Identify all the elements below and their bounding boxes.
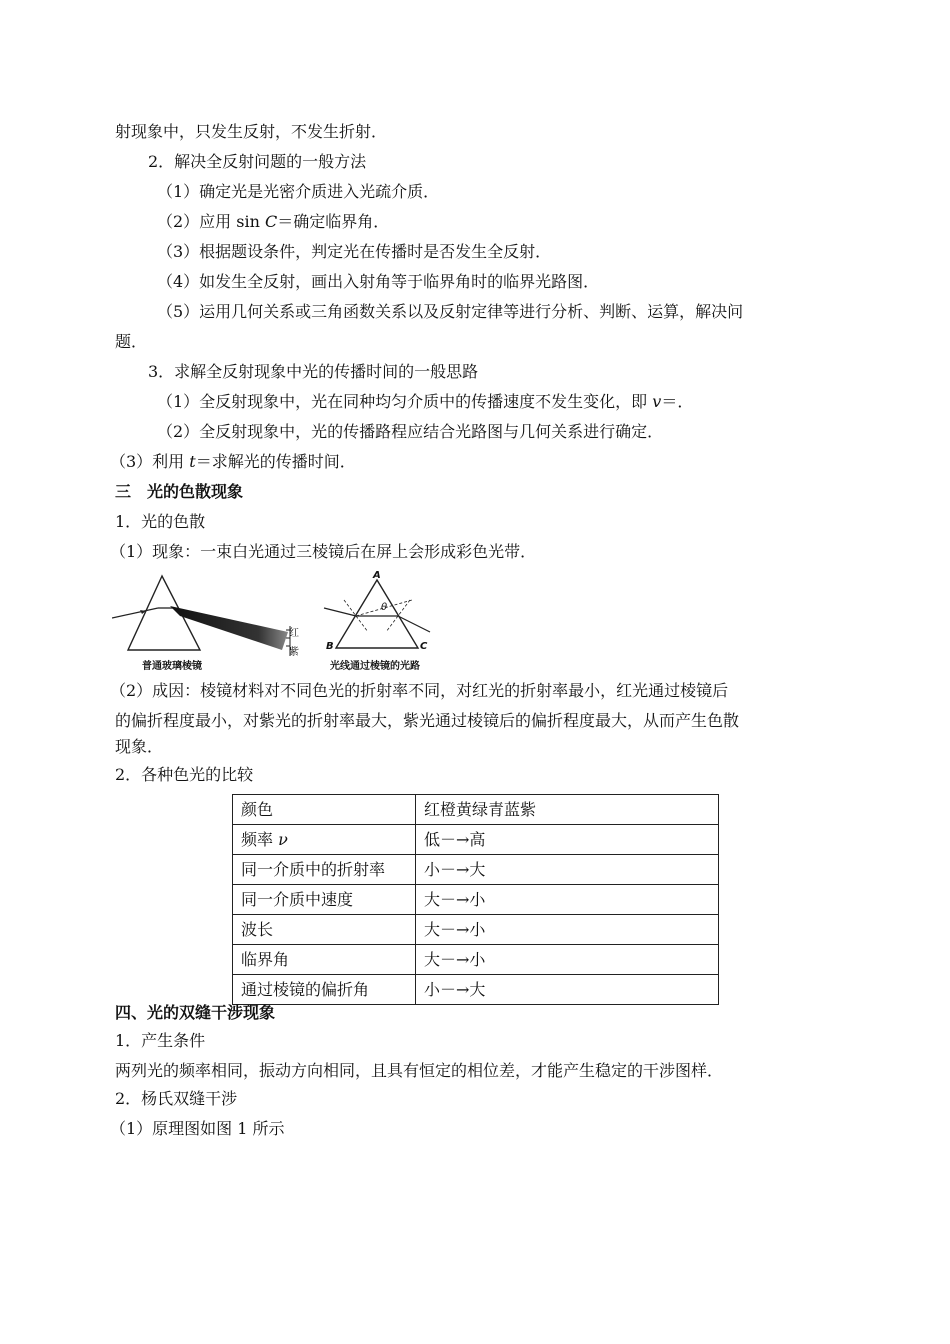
section2-step5-line2: 题． bbox=[115, 332, 148, 351]
dispersion-sub1: 1．光的色散 bbox=[115, 512, 206, 531]
table-cell-label: 临界角 bbox=[233, 945, 416, 975]
table-cell-label: 颜色 bbox=[233, 795, 416, 825]
dispersion-cause-line2: 的偏折程度最小，对紫光的折射率最大，紫光通过棱镜后的偏折程度最大，从而产生色散 bbox=[115, 711, 740, 730]
table-cell-label: 频率 ν bbox=[233, 825, 416, 855]
dispersion-cause-line3: 现象． bbox=[115, 737, 164, 756]
interference-heading: 四、光的双缝干涉现象 bbox=[115, 1003, 276, 1022]
table-cell-value: 大－→小 bbox=[416, 915, 719, 945]
section3-item2: （2）全反射现象中，光的传播路程应结合光路图与几何关系进行确定． bbox=[157, 422, 664, 441]
vertex-c-label: C bbox=[420, 641, 428, 652]
table-row bbox=[233, 825, 719, 855]
interference-sub1: 1．产生条件 bbox=[115, 1031, 206, 1050]
table-cell-value: 小－→大 bbox=[416, 855, 719, 885]
vertex-a-label: A bbox=[373, 570, 381, 581]
section3-item1: （1）全反射现象中，光在同种均匀介质中的传播速度不发生变化，即 v＝． bbox=[157, 392, 694, 411]
vertex-b-label: B bbox=[326, 641, 334, 652]
table-row bbox=[233, 885, 719, 915]
table-cell-value: 大－→小 bbox=[416, 945, 719, 975]
paragraph-tail: 射现象中，只发生反射，不发生折射． bbox=[115, 122, 388, 141]
prism-figure bbox=[112, 570, 442, 670]
table-cell-label: 同一介质中速度 bbox=[233, 885, 416, 915]
section2-step3: （3）根据题设条件，判定光在传播时是否发生全反射． bbox=[157, 242, 552, 261]
interference-sub2: 2．杨氏双缝干涉 bbox=[115, 1089, 238, 1108]
violet-label: 紫 bbox=[289, 647, 299, 658]
table-row bbox=[233, 945, 719, 975]
table-row bbox=[233, 975, 719, 1005]
table-row bbox=[233, 915, 719, 945]
section2-step4: （4）如发生全反射，画出入射角等于临界角时的临界光路图． bbox=[157, 272, 600, 291]
interference-condition: 两列光的频率相同，振动方向相同，且具有恒定的相位差，才能产生稳定的干涉图样． bbox=[115, 1061, 724, 1080]
dispersion-cause-line1: （2）成因：棱镜材料对不同色光的折射率不同，对红光的折射率最小，红光通过棱镜后 bbox=[110, 681, 729, 700]
left-figure-caption: 普通玻璃棱镜 bbox=[142, 661, 202, 672]
table-cell-value: 小－→大 bbox=[416, 975, 719, 1005]
dispersion-phenomenon: （1）现象：一束白光通过三棱镜后在屏上会形成彩色光带． bbox=[110, 542, 537, 561]
table-row bbox=[233, 855, 719, 885]
table-cell-value: 低－→高 bbox=[416, 825, 719, 855]
table-cell-label: 同一介质中的折射率 bbox=[233, 855, 416, 885]
angle-label: θ bbox=[381, 602, 388, 613]
section2-step5-line1: （5）运用几何关系或三角函数关系以及反射定律等进行分析、判断、运算，解决问 bbox=[157, 302, 744, 321]
section2-step2: （2）应用 sin C＝确定临界角． bbox=[157, 212, 390, 231]
section3-heading: 3．求解全反射现象中光的传播时间的一般思路 bbox=[148, 362, 479, 381]
dispersed-light-band bbox=[170, 606, 288, 650]
section2-step1: （1）确定光是光密介质进入光疏介质． bbox=[157, 182, 440, 201]
table-cell-label: 波长 bbox=[233, 915, 416, 945]
table-cell-value: 大－→小 bbox=[416, 885, 719, 915]
table-row bbox=[233, 795, 719, 825]
interference-principle: （1）原理图如图 1 所示 bbox=[110, 1119, 285, 1138]
table-cell-value: 红橙黄绿青蓝紫 bbox=[416, 795, 719, 825]
red-label: 红 bbox=[289, 628, 299, 639]
color-comparison-table bbox=[232, 794, 719, 1005]
table-cell-label: 通过棱镜的偏折角 bbox=[233, 975, 416, 1005]
section3-item3: （3）利用 t＝求解光的传播时间． bbox=[110, 452, 356, 471]
incident-ray bbox=[112, 608, 158, 618]
dispersion-sub2: 2．各种色光的比较 bbox=[115, 765, 254, 784]
section2-heading: 2．解决全反射问题的一般方法 bbox=[148, 152, 367, 171]
right-figure-caption: 光线通过棱镜的光路 bbox=[330, 661, 420, 672]
dispersion-heading: 三 光的色散现象 bbox=[115, 482, 244, 501]
